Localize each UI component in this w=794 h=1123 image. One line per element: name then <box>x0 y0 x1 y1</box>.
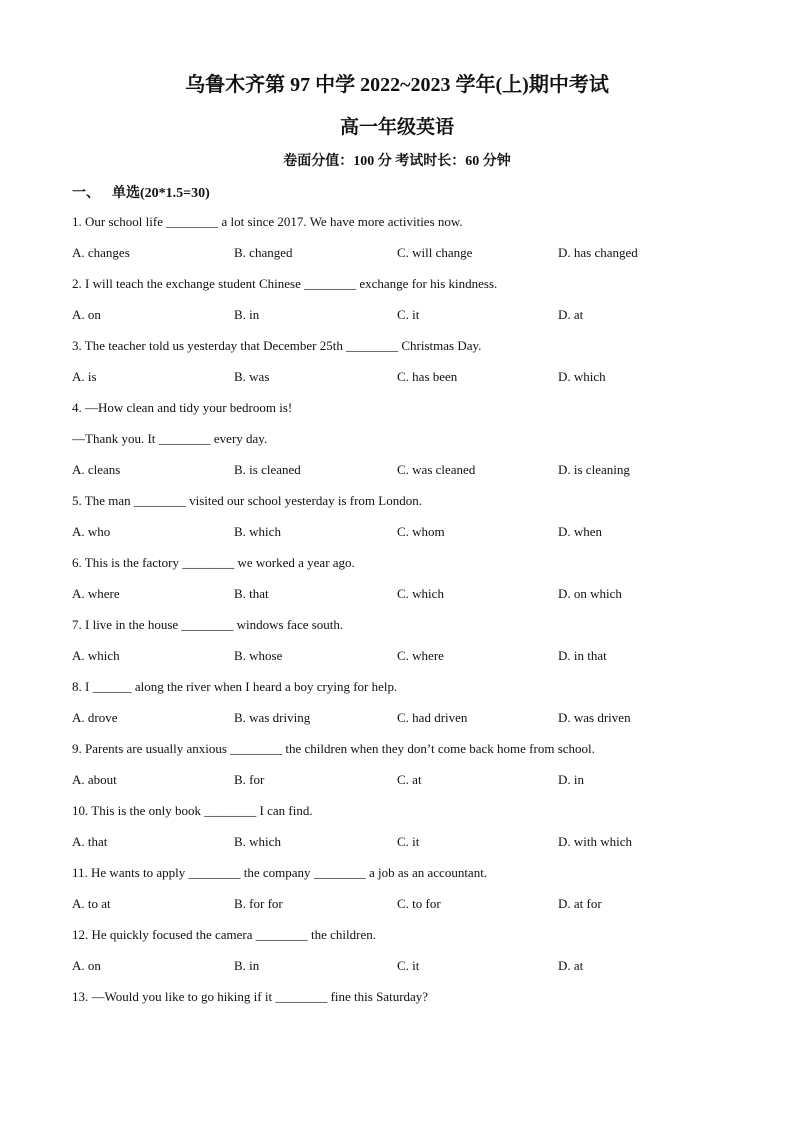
section-heading <box>72 182 210 202</box>
answer-option: D. at <box>558 307 584 322</box>
answer-option: C. had driven <box>397 710 468 725</box>
options-row <box>72 645 732 676</box>
question-item <box>72 738 732 800</box>
question-text: 4. —How clean and tidy your bedroom is! <box>72 400 293 415</box>
answer-option: D. is cleaning <box>558 462 630 477</box>
question-item <box>72 924 732 986</box>
question-item <box>72 490 732 552</box>
question-item <box>72 676 732 738</box>
question-text: 2. I will teach the exchange student Chinese ________ exchange for his kindness. <box>72 276 498 291</box>
question-item <box>72 614 732 676</box>
answer-option: B. in <box>234 307 260 322</box>
answer-option: C. it <box>397 307 420 322</box>
answer-option: A. changes <box>72 245 130 260</box>
answer-option: C. at <box>397 772 422 787</box>
question-item <box>72 273 732 335</box>
answer-option: C. where <box>397 648 444 663</box>
answer-option: A. on <box>72 958 101 973</box>
question-text: —Thank you. It ________ every day. <box>72 431 268 446</box>
exam-title: 乌鲁木齐第 97 中学 2022~2023 学年(上)期中考试 <box>185 74 609 96</box>
answer-option: C. to for <box>397 896 441 911</box>
answer-option: D. with which <box>558 834 633 849</box>
question-text: 13. —Would you like to go hiking if it ________ fine this Saturday? <box>72 989 429 1004</box>
options-row <box>72 242 732 273</box>
answer-option: D. when <box>558 524 603 539</box>
options-row <box>72 459 732 490</box>
answer-option: B. for for <box>234 896 283 911</box>
exam-subtitle: 高一年级英语 <box>339 117 454 138</box>
answer-option: D. at <box>558 958 584 973</box>
options-row <box>72 521 732 552</box>
answer-option: C. it <box>397 834 420 849</box>
answer-option: A. that <box>72 834 108 849</box>
options-row <box>72 583 732 614</box>
answer-option: B. was driving <box>234 710 311 725</box>
answer-option: A. about <box>72 772 117 787</box>
answer-option: A. drove <box>72 710 118 725</box>
options-row <box>72 707 732 738</box>
section-title: 单选(20*1.5=30) <box>112 186 210 201</box>
answer-option: A. where <box>72 586 120 601</box>
answer-option: C. it <box>397 958 420 973</box>
section-number: 一、 <box>72 186 100 201</box>
answer-option: A. to at <box>72 896 111 911</box>
answer-option: A. which <box>72 648 120 663</box>
answer-option: B. for <box>234 772 265 787</box>
answer-option: B. was <box>234 369 270 384</box>
question-item <box>72 397 732 490</box>
question-list <box>72 211 732 1017</box>
question-text: 3. The teacher told us yesterday that December 25th ________ Christmas Day. <box>72 338 482 353</box>
answer-option: A. cleans <box>72 462 121 477</box>
question-text: 8. I ______ along the river when I heard a boy crying for help. <box>72 679 398 694</box>
question-text: 10. This is the only book ________ I can find. <box>72 803 313 818</box>
answer-option: A. is <box>72 369 97 384</box>
answer-option: C. was cleaned <box>397 462 476 477</box>
answer-option: D. which <box>558 369 606 384</box>
options-row <box>72 893 732 924</box>
question-text: 9. Parents are usually anxious ________ the children when they don’t come back home from school. <box>72 741 595 756</box>
question-text: 5. The man ________ visited our school yesterday is from London. <box>72 493 422 508</box>
answer-option: B. which <box>234 834 281 849</box>
options-row <box>72 831 732 862</box>
answer-option: C. whom <box>397 524 445 539</box>
answer-option: D. in that <box>558 648 607 663</box>
answer-option: A. who <box>72 524 111 539</box>
answer-option: B. in <box>234 958 260 973</box>
answer-option: D. was driven <box>558 710 631 725</box>
question-text: 7. I live in the house ________ windows face south. <box>72 617 344 632</box>
question-item <box>72 335 732 397</box>
options-row <box>72 304 732 335</box>
options-row <box>72 955 732 986</box>
question-item <box>72 800 732 862</box>
exam-info: 卷面分值：100 分 考试时长：60 分钟 <box>283 154 511 169</box>
answer-option: D. at for <box>558 896 602 911</box>
question-item <box>72 552 732 614</box>
question-text: 1. Our school life ________ a lot since 2017. We have more activities now. <box>72 214 463 229</box>
question-item <box>72 211 732 273</box>
answer-option: D. on which <box>558 586 622 601</box>
answer-option: D. in <box>558 772 584 787</box>
answer-option: B. changed <box>234 245 293 260</box>
options-row <box>72 366 732 397</box>
answer-option: C. which <box>397 586 444 601</box>
answer-option: C. has been <box>397 369 458 384</box>
question-item <box>72 862 732 924</box>
question-item <box>72 986 732 1017</box>
question-text: 6. This is the factory ________ we worked a year ago. <box>72 555 355 570</box>
answer-option: B. which <box>234 524 281 539</box>
options-row <box>72 769 732 800</box>
answer-option: B. that <box>234 586 269 601</box>
answer-option: A. on <box>72 307 101 322</box>
answer-option: B. is cleaned <box>234 462 301 477</box>
answer-option: C. will change <box>397 245 473 260</box>
answer-option: D. has changed <box>558 245 638 260</box>
question-text: 12. He quickly focused the camera ________ the children. <box>72 927 376 942</box>
answer-option: B. whose <box>234 648 283 663</box>
question-text: 11. He wants to apply ________ the company ________ a job as an accountant. <box>72 865 488 880</box>
